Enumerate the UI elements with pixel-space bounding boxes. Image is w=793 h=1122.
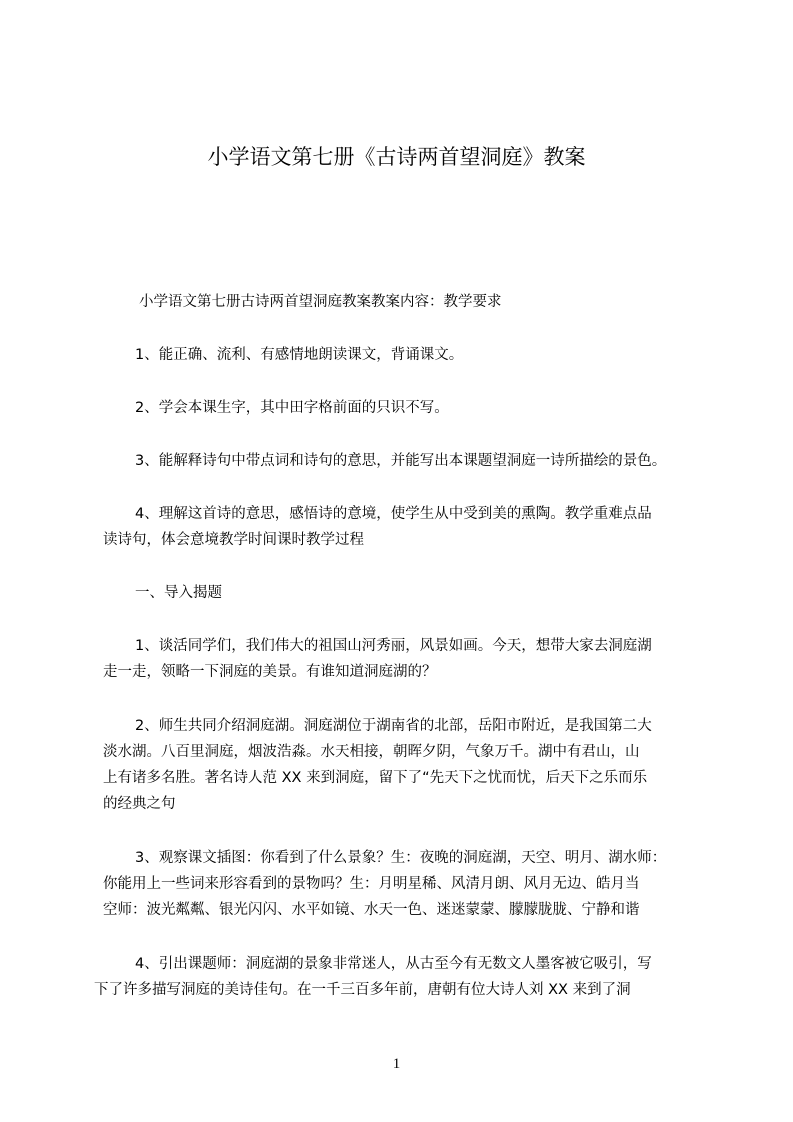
requirement-4-line-2: 读诗句，体会意境教学时间课时教学过程: [103, 532, 364, 548]
requirement-3: 3、能解释诗句中带点词和诗句的意思，并能写出本课题望洞庭一诗所描绘的景色。: [135, 453, 667, 469]
step-1-line-2: 走一走，领略一下洞庭的美景。有谁知道洞庭湖的？: [103, 664, 437, 680]
requirement-4-line-1: 4、理解这首诗的意思，感悟诗的意境，使学生从中受到美的熏陶。教学重难点品: [135, 506, 652, 522]
requirement-2: 2、学会本课生字，其中田字格前面的只识不写。: [135, 400, 449, 416]
requirement-1: 1、能正确、流利、有感情地朗读课文，背诵课文。: [135, 347, 464, 363]
step-1-line-1: 1、谈活同学们，我们伟大的祖国山河秀丽，风景如画。今天，想带大家去洞庭湖: [135, 638, 652, 654]
section-heading-intro: 一、导入揭题: [135, 585, 222, 601]
step-2-line-4: 的经典之句: [103, 796, 176, 812]
step-2-line-3: 上有诸多名胜。著名诗人范 XX 来到洞庭，留下了“先天下之忧而忧，后天下之乐而乐: [103, 770, 648, 786]
step-4-line-1: 4、引出课题师：洞庭湖的景象非常迷人，从古至今有无数文人墨客被它吸引，写: [135, 956, 652, 972]
step-4-line-2: 下了许多描写洞庭的美诗佳句。在一千三百多年前，唐朝有位大诗人刘 XX 来到了洞: [94, 982, 631, 998]
page-number: 1: [392, 1056, 401, 1072]
step-2-line-1: 2、师生共同介绍洞庭湖。洞庭湖位于湖南省的北部，岳阳市附近，是我国第二大: [135, 718, 652, 734]
step-2-line-2: 淡水湖。八百里洞庭，烟波浩淼。水天相接，朝晖夕阴，气象万千。湖中有君山，山: [103, 744, 640, 760]
paragraph-intro: 小学语文第七册古诗两首望洞庭教案教案内容：教学要求: [139, 294, 502, 310]
step-3-line-2: 你能用上一些词来形容看到的景物吗？生：月明星稀、风清月朗、风月无边、皓月当: [103, 876, 640, 892]
step-3-line-1: 3、观察课文插图：你看到了什么景象？生：夜晚的洞庭湖，天空、明月、湖水师：: [135, 850, 667, 866]
step-3-line-3: 空师：波光粼粼、银光闪闪、水平如镜、水天一色、迷迷蒙蒙、朦朦胧胧、宁静和谐: [103, 902, 640, 918]
document-title: 小学语文第七册《古诗两首望洞庭》教案: [207, 145, 586, 169]
